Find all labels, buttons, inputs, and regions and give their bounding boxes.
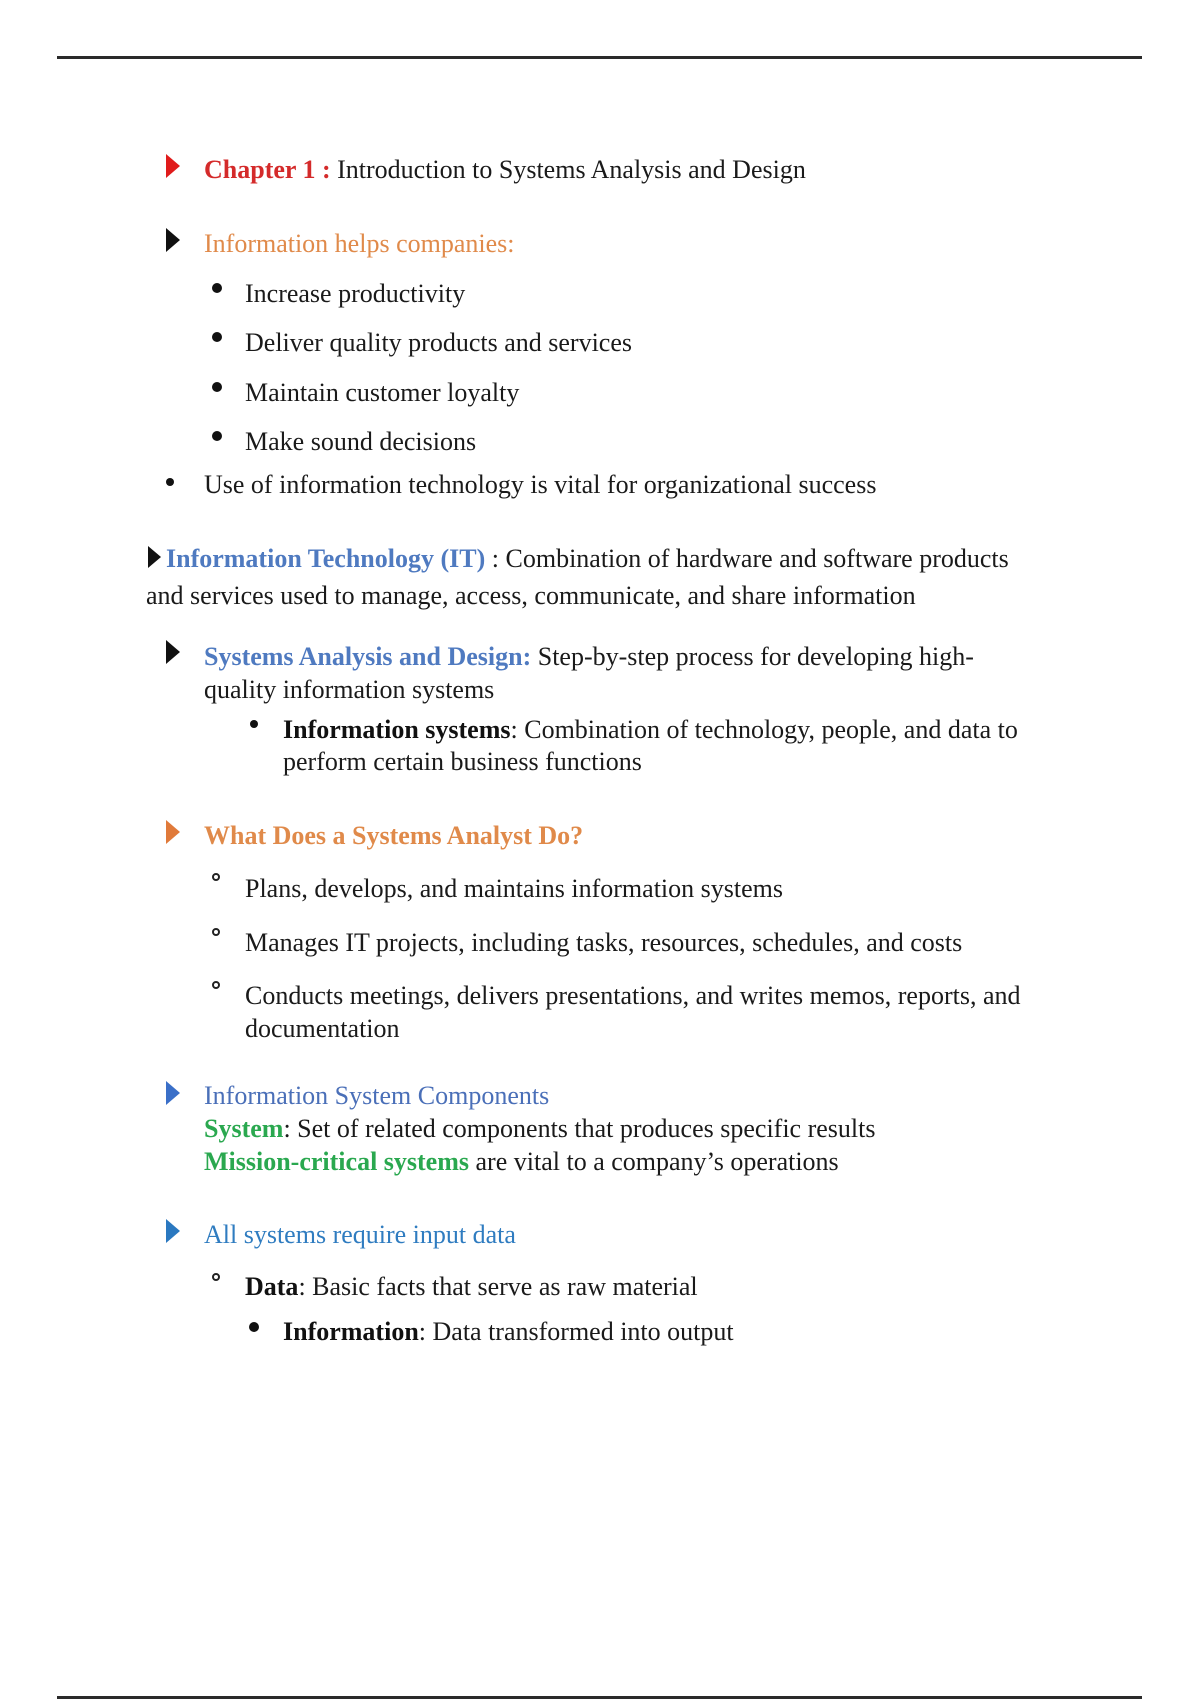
bullet-icon: [166, 478, 174, 486]
data-term: Data: [245, 1272, 299, 1301]
list-item: Make sound decisions: [245, 427, 477, 456]
sad-definition-line2: quality information systems: [204, 675, 495, 704]
info-systems-line2: perform certain business functions: [283, 747, 642, 776]
sad-term: Systems Analysis and Design:: [204, 642, 532, 671]
bullet-icon: [212, 382, 222, 392]
list-item: Plans, develops, and maintains information systems: [245, 874, 783, 903]
components-heading: Information System Components: [204, 1081, 550, 1110]
blue-arrow-bullet-icon: [166, 1219, 180, 1243]
list-item: Conducts meetings, delivers presentations, and writes memos, reports, and: [245, 981, 1021, 1010]
list-item-continuation: documentation: [245, 1014, 400, 1043]
red-arrow-bullet-icon: [166, 154, 180, 178]
chapter-heading: [204, 153, 806, 186]
list-item: Increase productivity: [245, 279, 466, 308]
arrow-bullet-icon: [148, 546, 161, 568]
system-term: System: [204, 1114, 284, 1143]
list-item: Deliver quality products and services: [245, 328, 632, 357]
sad-definition-line1: Systems Analysis and Design: Step-by-step process for developing high-: [204, 642, 974, 671]
info-systems-term: Information systems: [283, 715, 511, 744]
bottom-rule: [57, 1696, 1142, 1699]
bullet-icon: [249, 1322, 259, 1332]
orange-arrow-bullet-icon: [166, 820, 180, 844]
it-vital-note: Use of information technology is vital for organizational success: [204, 470, 877, 499]
information-term: Information: [283, 1317, 419, 1346]
arrow-bullet-icon: [166, 228, 180, 252]
top-rule: [57, 56, 1142, 59]
mission-critical-definition: Mission-critical systems are vital to a company’s operations: [204, 1147, 839, 1176]
arrow-bullet-icon: [166, 640, 180, 664]
ring-bullet-icon: [212, 928, 220, 936]
analyst-heading: What Does a Systems Analyst Do?: [204, 821, 584, 850]
bullet-icon: [212, 283, 222, 293]
chapter-title: Introduction to Systems Analysis and Design: [337, 155, 806, 184]
ring-bullet-icon: [212, 873, 220, 881]
bullet-icon: [212, 332, 222, 342]
data-definition: Data: Basic facts that serve as raw material: [245, 1272, 698, 1301]
info-helps-heading: Information helps companies:: [204, 229, 515, 258]
chapter-label: Chapter 1 :: [204, 155, 331, 184]
ring-bullet-icon: [212, 1273, 220, 1281]
input-data-heading: All systems require input data: [204, 1220, 516, 1249]
ring-bullet-icon: [212, 981, 220, 989]
bullet-icon: [212, 431, 222, 441]
list-item: Manages IT projects, including tasks, resources, schedules, and costs: [245, 928, 963, 957]
mission-critical-term: Mission-critical systems: [204, 1147, 470, 1176]
it-term: Information Technology (IT): [166, 544, 486, 573]
info-systems-line1: Information systems: Combination of technology, people, and data to: [283, 715, 1018, 744]
list-item: Maintain customer loyalty: [245, 378, 520, 407]
system-definition: System: Set of related components that produces specific results: [204, 1114, 876, 1143]
blue-arrow-bullet-icon: [166, 1081, 180, 1105]
it-definition-line1: Information Technology (IT) : Combination of hardware and software products: [166, 544, 1009, 573]
bullet-icon: [250, 720, 258, 728]
information-definition: Information: Data transformed into output: [283, 1317, 734, 1346]
it-definition-line2: and services used to manage, access, communicate, and share information: [146, 581, 916, 610]
